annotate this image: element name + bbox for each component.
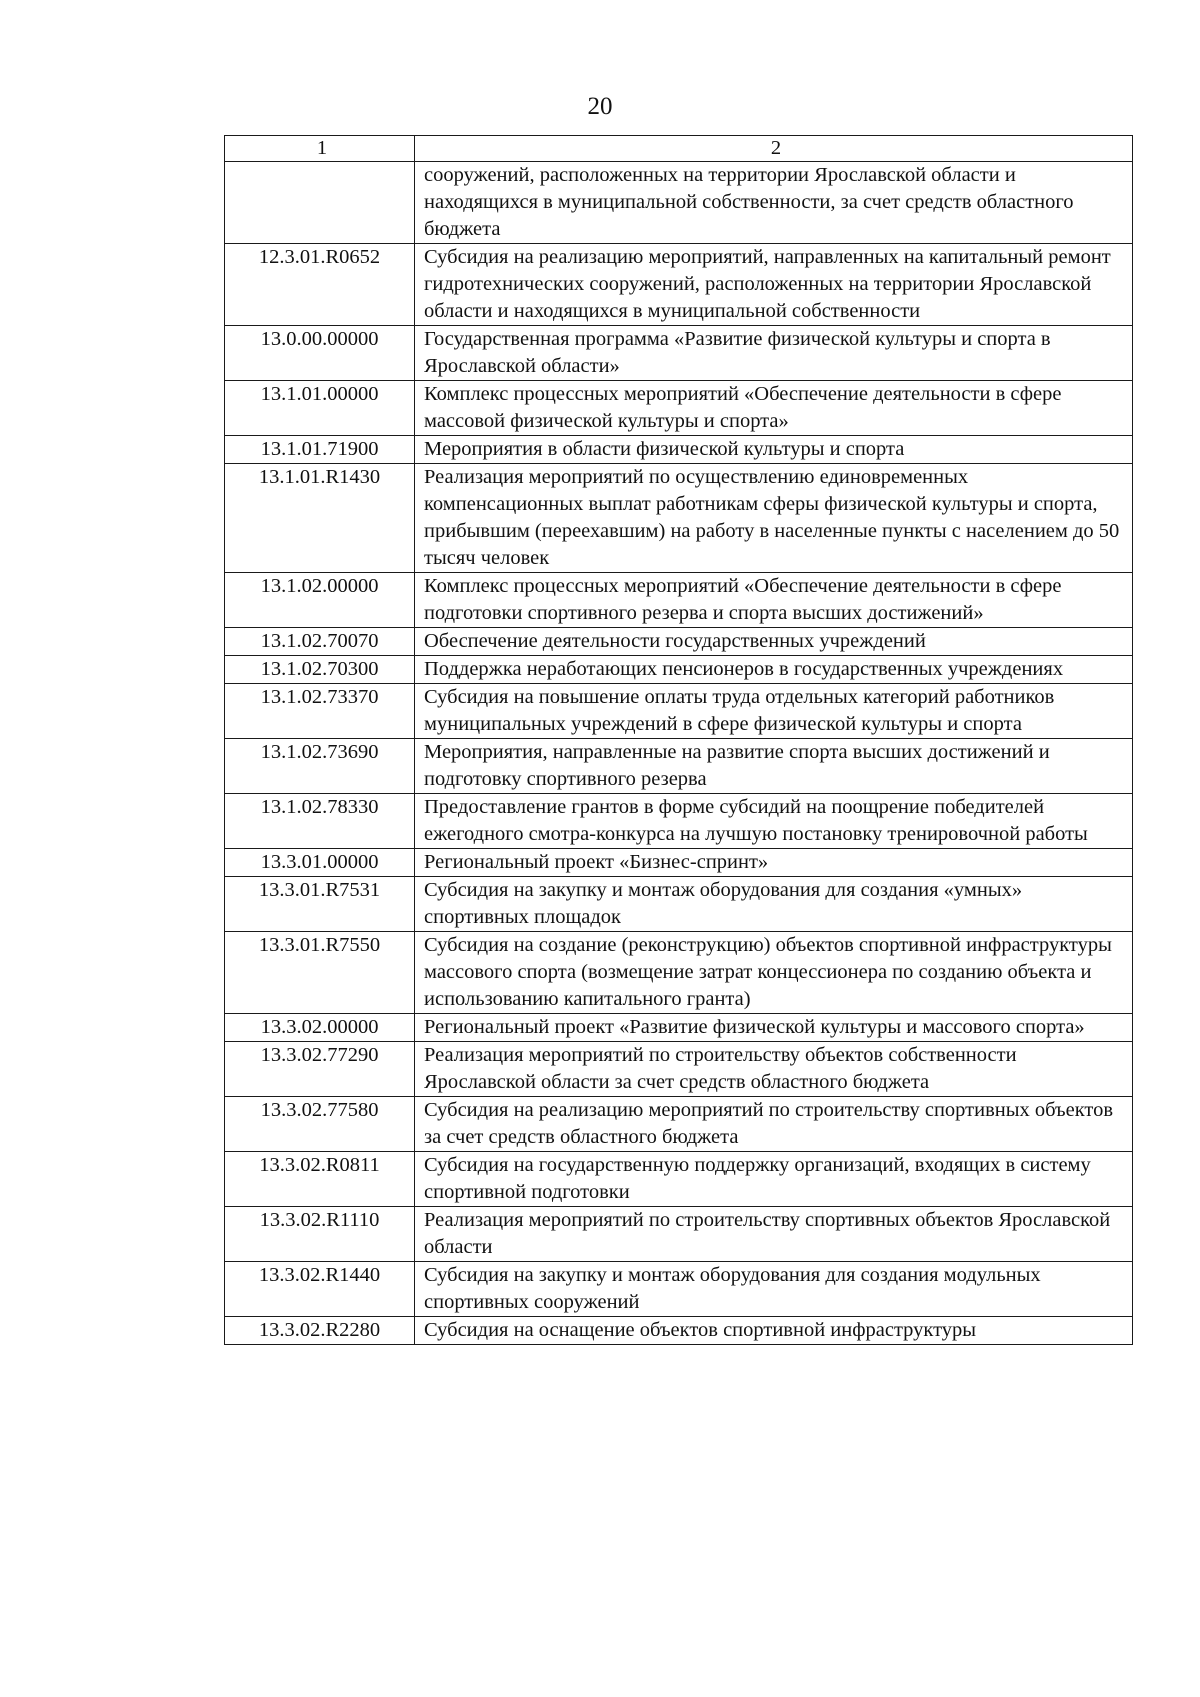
row-description: Реализация мероприятий по осуществлению единовременных компенсационных выплат работникам сферы физической культуры и спорта, прибывшим (переехавшим) на работу в населенные пункты с населением до 50 тысяч человек <box>415 464 1133 573</box>
row-description: Субсидия на повышение оплаты труда отдельных категорий работников муниципальных учреждений в сфере физической культуры и спорта <box>415 684 1133 739</box>
table-row <box>225 849 1133 877</box>
row-code: 13.1.01.R1430 <box>225 464 415 573</box>
row-description: сооружений, расположенных на территории Ярославской области и находящихся в муниципальной собственности, за счет средств областного бюджета <box>415 162 1133 244</box>
row-code: 13.1.02.73370 <box>225 684 415 739</box>
column-header-1: 1 <box>225 136 415 162</box>
row-code: 13.3.02.R2280 <box>225 1317 415 1345</box>
row-code: 13.3.01.00000 <box>225 849 415 877</box>
table-row <box>225 326 1133 381</box>
table-row <box>225 1014 1133 1042</box>
row-description: Комплекс процессных мероприятий «Обеспечение деятельности в сфере массовой физической культуры и спорта» <box>415 381 1133 436</box>
row-code: 13.3.02.77580 <box>225 1097 415 1152</box>
table-row <box>225 381 1133 436</box>
row-description: Государственная программа «Развитие физической культуры и спорта в Ярославской области» <box>415 326 1133 381</box>
table-row <box>225 656 1133 684</box>
row-description: Региональный проект «Развитие физической культуры и массового спорта» <box>415 1014 1133 1042</box>
row-code: 13.3.02.R1110 <box>225 1207 415 1262</box>
row-code: 13.3.02.R0811 <box>225 1152 415 1207</box>
row-description: Реализация мероприятий по строительству объектов собственности Ярославской области за счет средств областного бюджета <box>415 1042 1133 1097</box>
page-number: 20 <box>587 93 613 120</box>
table-row <box>225 684 1133 739</box>
row-code: 13.1.01.00000 <box>225 381 415 436</box>
table-row <box>225 739 1133 794</box>
row-code: 13.3.02.R1440 <box>225 1262 415 1317</box>
row-code: 13.1.02.70070 <box>225 628 415 656</box>
table-row <box>225 877 1133 932</box>
table-row <box>225 1152 1133 1207</box>
table-row <box>225 436 1133 464</box>
table-row <box>225 464 1133 573</box>
row-description: Предоставление грантов в форме субсидий на поощрение победителей ежегодного смотра-конкурса на лучшую постановку тренировочной работы <box>415 794 1133 849</box>
table-header-row <box>225 136 1133 162</box>
row-description: Региональный проект «Бизнес-спринт» <box>415 849 1133 877</box>
row-code: 13.1.02.00000 <box>225 573 415 628</box>
row-description: Субсидия на реализацию мероприятий, направленных на капитальный ремонт гидротехнических сооружений, расположенных на территории Ярославской области и находящихся в муниципальной собственности <box>415 244 1133 326</box>
table-row <box>225 1317 1133 1345</box>
row-code: 13.1.01.71900 <box>225 436 415 464</box>
table-row <box>225 1042 1133 1097</box>
table-row <box>225 1097 1133 1152</box>
row-description: Субсидия на закупку и монтаж оборудования для создания «умных» спортивных площадок <box>415 877 1133 932</box>
row-description: Поддержка неработающих пенсионеров в государственных учреждениях <box>415 656 1133 684</box>
table-row <box>225 573 1133 628</box>
table-row <box>225 932 1133 1014</box>
column-header-2: 2 <box>415 136 1133 162</box>
row-code: 13.3.02.00000 <box>225 1014 415 1042</box>
table-row <box>225 244 1133 326</box>
table-row <box>225 1262 1133 1317</box>
table-row <box>225 794 1133 849</box>
table-row <box>225 628 1133 656</box>
table-row <box>225 162 1133 244</box>
row-description: Обеспечение деятельности государственных учреждений <box>415 628 1133 656</box>
row-description: Комплекс процессных мероприятий «Обеспечение деятельности в сфере подготовки спортивного резерва и спорта высших достижений» <box>415 573 1133 628</box>
row-description: Субсидия на создание (реконструкцию) объектов спортивной инфраструктуры массового спорта (возмещение затрат концессионера по созданию объекта и использованию капитального гранта) <box>415 932 1133 1014</box>
row-code: 13.1.02.73690 <box>225 739 415 794</box>
row-code: 13.1.02.78330 <box>225 794 415 849</box>
row-description: Субсидия на реализацию мероприятий по строительству спортивных объектов за счет средств областного бюджета <box>415 1097 1133 1152</box>
row-code: 13.3.01.R7531 <box>225 877 415 932</box>
row-code: 13.1.02.70300 <box>225 656 415 684</box>
budget-classification-table <box>224 135 1133 1345</box>
row-description: Мероприятия, направленные на развитие спорта высших достижений и подготовку спортивного резерва <box>415 739 1133 794</box>
row-code: 13.0.00.00000 <box>225 326 415 381</box>
row-code: 13.3.01.R7550 <box>225 932 415 1014</box>
row-code: 13.3.02.77290 <box>225 1042 415 1097</box>
row-description: Мероприятия в области физической культуры и спорта <box>415 436 1133 464</box>
table-row <box>225 1207 1133 1262</box>
row-description: Реализация мероприятий по строительству спортивных объектов Ярославской области <box>415 1207 1133 1262</box>
row-code: 12.3.01.R0652 <box>225 244 415 326</box>
row-description: Субсидия на государственную поддержку организаций, входящих в систему спортивной подготовки <box>415 1152 1133 1207</box>
row-code <box>225 162 415 244</box>
row-description: Субсидия на оснащение объектов спортивной инфраструктуры <box>415 1317 1133 1345</box>
row-description: Субсидия на закупку и монтаж оборудования для создания модульных спортивных сооружений <box>415 1262 1133 1317</box>
